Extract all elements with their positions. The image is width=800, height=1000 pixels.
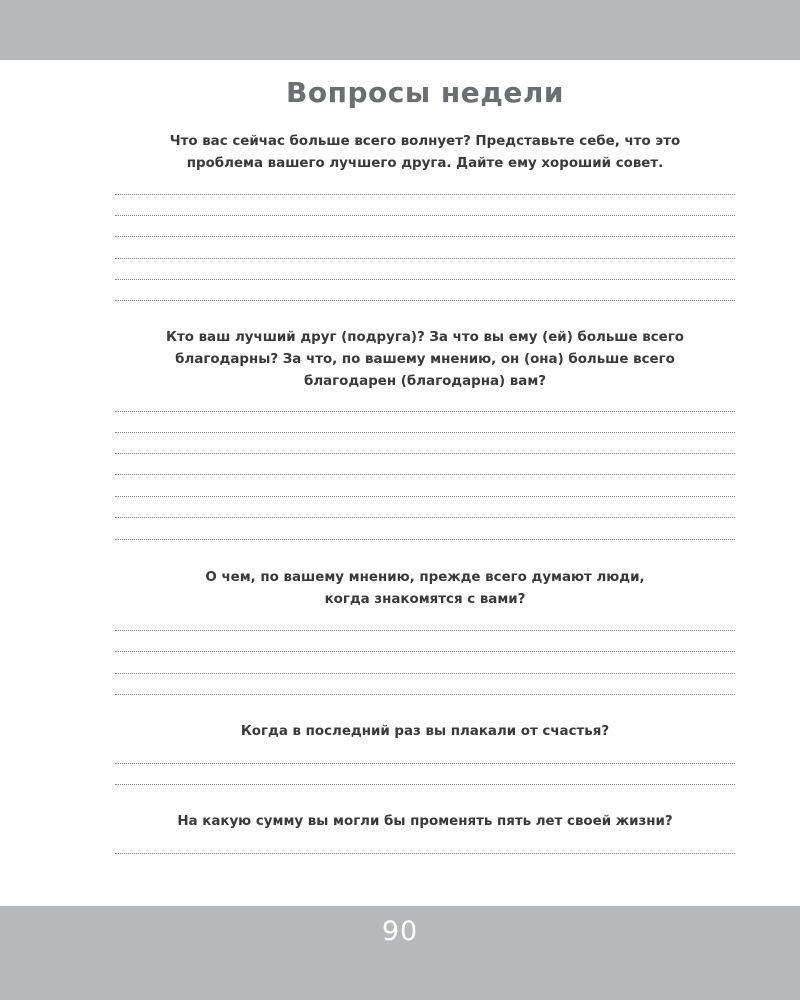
question-4-line-1: Когда в последний раз вы плакали от счастья?: [240, 724, 610, 739]
question-4: [100, 721, 750, 743]
question-2-line-2: благодарны? За что, по вашему мнению, он (она) больше всего: [175, 352, 675, 367]
answer-line[interactable]: [115, 215, 735, 216]
answer-line[interactable]: [115, 853, 735, 854]
answer-line[interactable]: [115, 258, 735, 259]
answer-line[interactable]: [115, 474, 735, 475]
answer-line[interactable]: [115, 300, 735, 301]
answer-line[interactable]: [115, 496, 735, 497]
question-1: [100, 131, 750, 175]
top-band: [0, 0, 800, 60]
question-1-line-1: Что вас сейчас больше всего волнует? Представьте себе, что это: [169, 134, 681, 149]
answer-line[interactable]: [115, 432, 735, 433]
answer-line[interactable]: [115, 784, 735, 785]
answer-line[interactable]: [115, 763, 735, 764]
question-3: [100, 567, 750, 611]
question-2-line-3: благодарен (благодарна) вам?: [303, 374, 547, 389]
answer-line[interactable]: [115, 194, 735, 195]
answer-line[interactable]: [115, 411, 735, 412]
answer-line[interactable]: [115, 539, 735, 540]
answer-line[interactable]: [115, 694, 735, 695]
answer-line[interactable]: [115, 236, 735, 237]
question-5-line-1: На какую сумму вы могли бы променять пять лет своей жизни?: [177, 814, 673, 829]
question-2-line-1: Кто ваш лучший друг (подруга)? За что вы ему (ей) больше всего: [166, 330, 684, 345]
answer-line[interactable]: [115, 453, 735, 454]
question-1-line-2: проблема вашего лучшего друга. Дайте ему хороший совет.: [186, 156, 664, 171]
answer-line[interactable]: [115, 651, 735, 652]
answer-line[interactable]: [115, 279, 735, 280]
question-3-line-1: О чем, по вашему мнению, прежде всего думают люди,: [205, 570, 645, 585]
page-number: 90: [381, 916, 419, 947]
question-2: [100, 327, 750, 393]
page-title: Вопросы недели: [286, 76, 564, 109]
question-5: [100, 811, 750, 833]
answer-line[interactable]: [115, 630, 735, 631]
answer-line[interactable]: [115, 517, 735, 518]
answer-line[interactable]: [115, 673, 735, 674]
question-3-line-2: когда знакомятся с вами?: [324, 592, 526, 607]
